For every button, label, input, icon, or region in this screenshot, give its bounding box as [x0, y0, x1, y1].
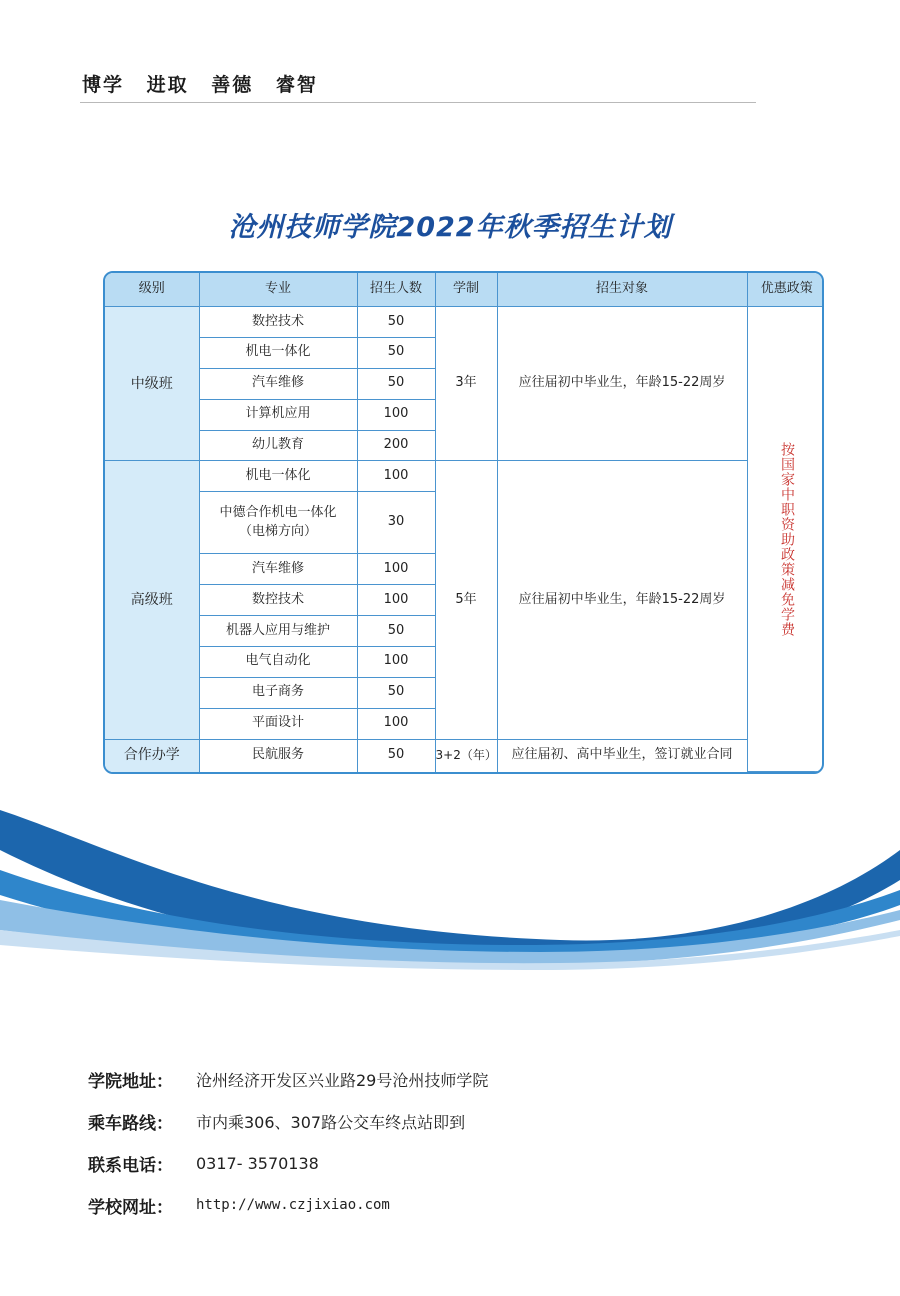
page-title: 沧州技师学院2022年秋季招生计划 [228, 212, 672, 243]
col-header-major: 专业 [199, 273, 357, 307]
phone-value: 0317- 3570138 [196, 1153, 319, 1173]
col-header-duration: 学制 [435, 273, 497, 307]
decorative-wave [0, 780, 900, 1000]
major-cell: 电气自动化 [199, 646, 357, 677]
target-cell: 应往届初中毕业生，年龄15-22周岁 [497, 307, 747, 461]
count-cell: 100 [357, 461, 435, 492]
count-cell: 100 [357, 646, 435, 677]
count-cell: 50 [357, 616, 435, 647]
count-cell: 100 [357, 708, 435, 739]
col-header-count: 招生人数 [357, 273, 435, 307]
count-cell: 100 [357, 585, 435, 616]
major-cell: 机电一体化 [199, 337, 357, 368]
major-cell: 数控技术 [199, 585, 357, 616]
count-cell: 200 [357, 430, 435, 461]
enrollment-plan-table [103, 271, 824, 774]
contact-info [88, 1058, 488, 1226]
count-cell: 50 [357, 739, 435, 772]
table-header-row [105, 273, 824, 307]
major-cell: 计算机应用 [199, 399, 357, 430]
major-cell: 电子商务 [199, 677, 357, 708]
level-cell: 中级班 [105, 307, 199, 461]
count-cell: 50 [357, 677, 435, 708]
phone-label: 联系电话： [88, 1155, 173, 1176]
header-divider [80, 102, 756, 103]
major-subline: （电梯方向） [238, 523, 317, 539]
major-cell: 汽车维修 [199, 368, 357, 399]
major-cell: 汽车维修 [199, 554, 357, 585]
count-cell: 100 [357, 554, 435, 585]
school-motto: 博学 进取 善德 睿智 [82, 74, 318, 96]
target-cell: 应往届初、高中毕业生，签订就业合同 [497, 739, 747, 772]
contact-website [88, 1184, 488, 1226]
target-cell: 应往届初中毕业生，年龄15-22周岁 [497, 461, 747, 739]
major-cell: 机电一体化 [199, 461, 357, 492]
contact-route [88, 1100, 488, 1142]
count-cell: 50 [357, 368, 435, 399]
table-row [105, 307, 824, 338]
count-cell: 30 [357, 492, 435, 554]
policy-cell: 按国家中职资助政策减免学费 [747, 307, 824, 772]
major-line: 中德合作机电一体化 [219, 504, 337, 520]
contact-address [88, 1058, 488, 1100]
major-cell [199, 492, 357, 554]
duration-cell: 3+2（年） [435, 739, 497, 772]
level-cell: 高级班 [105, 461, 199, 739]
address-value: 沧州经济开发区兴业路29号沧州技师学院 [196, 1070, 489, 1090]
major-cell: 机器人应用与维护 [199, 616, 357, 647]
count-cell: 100 [357, 399, 435, 430]
table-row [105, 739, 824, 772]
website-label: 学校网址： [88, 1197, 173, 1218]
duration-cell: 5年 [435, 461, 497, 739]
major-cell: 数控技术 [199, 307, 357, 338]
major-cell: 平面设计 [199, 708, 357, 739]
col-header-level: 级别 [105, 273, 199, 307]
table-row [105, 461, 824, 492]
address-label: 学院地址： [88, 1071, 173, 1092]
count-cell: 50 [357, 307, 435, 338]
level-cell: 合作办学 [105, 739, 199, 772]
col-header-target: 招生对象 [497, 273, 747, 307]
major-cell: 幼儿教育 [199, 430, 357, 461]
col-header-policy: 优惠政策 [747, 273, 824, 307]
website-link[interactable]: http://www.czjixiao.com [196, 1197, 390, 1213]
contact-phone [88, 1142, 488, 1184]
count-cell: 50 [357, 337, 435, 368]
route-label: 乘车路线： [88, 1113, 173, 1134]
duration-cell: 3年 [435, 307, 497, 461]
major-cell: 民航服务 [199, 739, 357, 772]
route-value: 市内乘306、307路公交车终点站即到 [196, 1112, 466, 1132]
